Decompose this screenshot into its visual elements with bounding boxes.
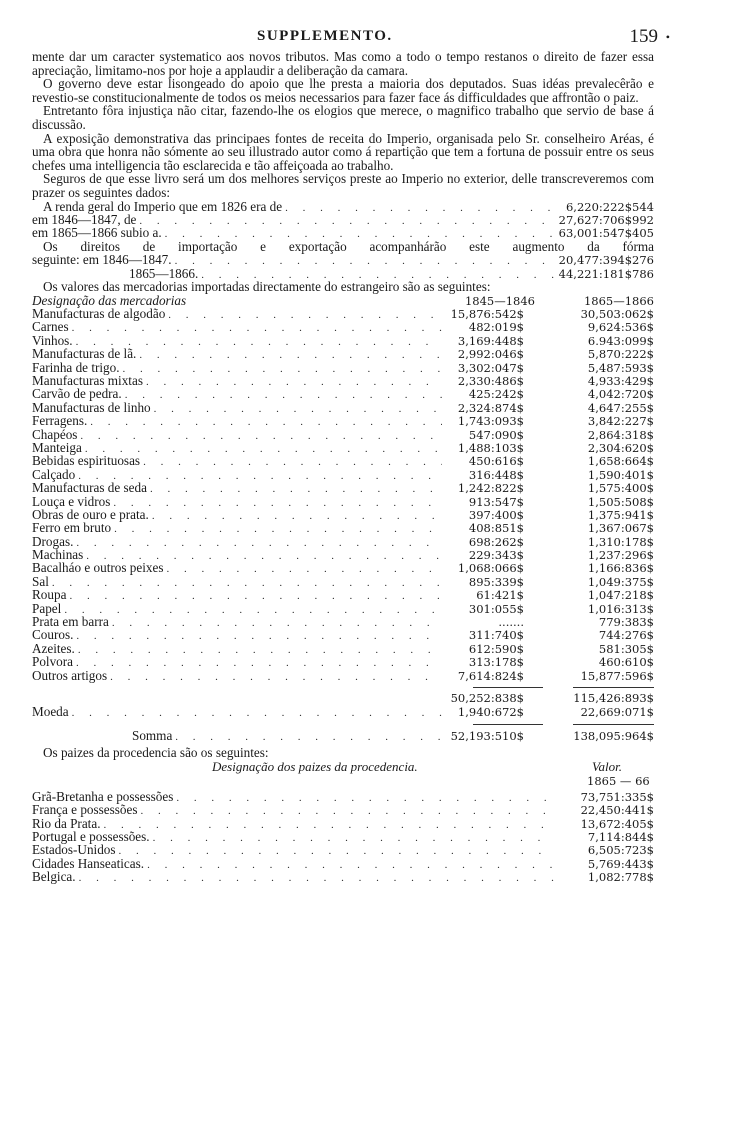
value-1865: 3,842:227$ (587, 414, 654, 429)
value-1845: 15,876:542$ (450, 307, 524, 322)
duties-row (32, 253, 654, 266)
commodity-name: Ferro em bruto (32, 520, 112, 536)
import-row (32, 642, 654, 655)
import-row (32, 347, 654, 360)
value-1845: 301:055$ (468, 601, 524, 616)
revenue-list (32, 200, 654, 240)
country-value: 7,114:844$ (587, 829, 654, 844)
country-row (32, 870, 654, 883)
commodity-name: Sal (32, 573, 49, 589)
value-1845: 1,068:066$ (457, 561, 524, 576)
running-title: SUPPLEMENTO. (257, 28, 393, 44)
import-row (32, 535, 654, 548)
country-value: 5,769:443$ (587, 856, 654, 871)
value-1845: 425:242$ (468, 387, 524, 402)
country-value: 13,672:405$ (580, 816, 654, 831)
value-1865: 4,042:720$ (587, 387, 654, 402)
commodity-name: Bacalháo e outros peixes (32, 560, 164, 576)
countries-table (32, 760, 654, 884)
value-1845: 408:851$ (468, 521, 524, 536)
commodity-name: Farinha de trigo. (32, 359, 120, 375)
import-row (32, 628, 654, 641)
countries-table-header (32, 760, 654, 775)
value-1845: ....... (498, 615, 524, 630)
country-name: Estados-Unidos (32, 842, 116, 858)
commodity-name: Chapéos (32, 426, 78, 442)
header-valor: Valor. (592, 758, 622, 774)
commodity-name: Couros. (32, 627, 74, 643)
import-row (32, 602, 654, 615)
value-1845: 482:019$ (468, 320, 524, 335)
paragraph: mente dar um caracter systematico aos novos tributos. Mas como a todo o tempo restanos o direito de fazer essa apreciação, limitamo-nos por hoje a applaudir a deliberação da camara. (32, 49, 654, 78)
moeda-label: Moeda (32, 704, 69, 720)
value-1845: 547:090$ (468, 427, 524, 442)
country-row (32, 790, 654, 803)
duties-value: 20,477:394$276 (558, 253, 654, 268)
revenue-label: em 1865—1866 subio a. (32, 225, 162, 241)
value-1865: 1,375:941$ (587, 507, 654, 522)
import-row (32, 468, 654, 481)
commodity-name: Roupa (32, 587, 67, 603)
import-row (32, 387, 654, 400)
commodity-name: Polvora (32, 654, 74, 670)
country-value: 73,751:335$ (580, 789, 654, 804)
value-1845: 229:343$ (468, 548, 524, 563)
value-1865: 4,933:429$ (587, 374, 654, 389)
value-1865: 5,487:593$ (587, 360, 654, 375)
import-row (32, 575, 654, 588)
value-1865: 9,624:536$ (587, 320, 654, 335)
moeda-1845: 1,940:672$ (457, 705, 524, 720)
import-row (32, 428, 654, 441)
country-value: 6,505:723$ (587, 843, 654, 858)
value-1865: 1,049:375$ (587, 574, 654, 589)
import-row (32, 307, 654, 320)
value-1865: 1,505:508$ (587, 494, 654, 509)
subtotal-row (32, 692, 654, 705)
import-row (32, 669, 654, 682)
print-mark: • (665, 30, 670, 44)
import-row (32, 401, 654, 414)
value-1845: 316:448$ (468, 467, 524, 482)
commodity-name: Obras de ouro e prata. (32, 506, 149, 522)
countries-year-row (32, 775, 654, 790)
value-1845: 913:547$ (468, 494, 524, 509)
revenue-value: 63,001:547$405 (558, 226, 654, 241)
value-1845: 3,302:047$ (457, 360, 524, 375)
country-name: Portugal e possessões. (32, 828, 150, 844)
value-1865: 1,575:400$ (587, 481, 654, 496)
duties-row (32, 267, 654, 280)
import-row (32, 588, 654, 601)
commodity-name: Outros artigos (32, 667, 108, 683)
commodity-name: Prata em barra (32, 614, 109, 630)
paragraph: Entretanto fôra injustiça não citar, fazendo-lhe os elogios que merece, o magnifico trabalho que servio de base á discussão. (32, 103, 654, 132)
value-1845: 313:178$ (468, 655, 524, 670)
value-1865: 581:305$ (598, 641, 654, 656)
value-1845: 2,330:486$ (457, 374, 524, 389)
value-1845: 2,324:874$ (457, 400, 524, 415)
duties-label: 1865—1866. (129, 265, 199, 281)
country-row (32, 830, 654, 843)
commodity-name: Louça e vidros (32, 493, 111, 509)
import-row (32, 361, 654, 374)
value-1865: 1,166:836$ (587, 561, 654, 576)
value-1865: 4,647:255$ (587, 400, 654, 415)
revenue-value: 6,220:222$544 (565, 199, 654, 214)
value-1865: 15,877:596$ (580, 668, 654, 683)
commodity-name: Calçado (32, 466, 76, 482)
paragraph: O governo deve estar lisongeado do apoio que lhe presta a maioria dos deputados. Suas idéas prevalecêrão e revestio-se constitucionalmente de todos os meios necessarios para fazer face ás difficuldades que affrontão o paiz. (32, 76, 654, 105)
value-1845: 450:616$ (468, 454, 524, 469)
value-1845: 1,743:093$ (457, 414, 524, 429)
value-1865: 744:276$ (598, 628, 654, 643)
value-1865: 30,503:062$ (580, 307, 654, 322)
country-row (32, 843, 654, 856)
country-value: 22,450:441$ (580, 803, 654, 818)
commodity-name: Manufacturas mixtas (32, 373, 143, 389)
country-row (32, 857, 654, 870)
value-1865: 1,047:218$ (587, 588, 654, 603)
country-value: 1,082:778$ (587, 870, 654, 885)
commodity-name: Manteiga (32, 439, 82, 455)
value-1845: 698:262$ (468, 534, 524, 549)
commodity-name: Manufacturas de lã. (32, 346, 137, 362)
commodity-name: Papel (32, 600, 62, 616)
value-1865: 2,864:318$ (587, 427, 654, 442)
commodity-name: Manufacturas de algodão (32, 306, 166, 322)
paragraph: Seguros de que esse livro será um dos melhores serviços preste ao Imperio no exterior, delle transcreveremos com prazer os seguintes dados: (32, 171, 654, 200)
value-1845: 612:590$ (468, 641, 524, 656)
revenue-row (32, 213, 654, 226)
value-1845: 1,242:822$ (457, 481, 524, 496)
total-1845: 52,193:510$ (450, 728, 524, 743)
country-row (32, 803, 654, 816)
imports-rows (32, 307, 654, 682)
value-1845: 895:339$ (468, 574, 524, 589)
import-row (32, 495, 654, 508)
value-1865: 2,304:620$ (587, 440, 654, 455)
import-row (32, 334, 654, 347)
imports-table-header (32, 294, 654, 307)
commodity-name: Machinas (32, 547, 84, 563)
commodity-name: Ferragens. (32, 413, 88, 429)
value-1845: 397:400$ (468, 507, 524, 522)
commodity-name: Manufacturas de linho (32, 399, 151, 415)
value-1865: 779:383$ (598, 615, 654, 630)
revenue-row (32, 200, 654, 213)
value-1845: 1,488:103$ (457, 440, 524, 455)
paragraph: A exposição demonstrativa das principaes fontes de receita do Imperio, organisada pelo Sr. conselheiro Aréas, é uma obra que honra não sómente ao seu illustrado autor como á repartição que tem a fortuna de possuir entre os seus chefes uma intelligencia tão esclarecida e tão affeiçoada ao trabalho. (32, 130, 654, 173)
value-1865: 5,870:222$ (587, 347, 654, 362)
revenue-label: em 1846—1847, de (32, 211, 137, 227)
revenue-value: 27,627:706$992 (558, 212, 654, 227)
commodity-name: Drogas. (32, 533, 74, 549)
countries-intro: Os paizes da procedencia são os seguintes: (43, 745, 269, 761)
import-row (32, 320, 654, 333)
country-row (32, 817, 654, 830)
import-row (32, 414, 654, 427)
imports-intro: Os valores das mercadorias importadas directamente do estrangeiro são as seguintes: (43, 279, 491, 295)
value-1845: 3,169:448$ (457, 333, 524, 348)
subtotal-1865: 115,426:893$ (573, 691, 654, 705)
commodity-name: Vinhos. (32, 332, 73, 348)
header-designation: Designação das mercadorias (32, 292, 187, 308)
commodity-name: Manufacturas de seda (32, 480, 147, 496)
country-name: Grã-Bretanha e possessões (32, 788, 174, 804)
import-row (32, 374, 654, 387)
revenue-row (32, 226, 654, 239)
import-row (32, 521, 654, 534)
subtotal-1845: 50,252:838$ (450, 691, 524, 705)
duties-intro: Os direitos de importação e exportação acompanhárão este augmento da fórma (43, 238, 654, 254)
country-name: Cidades Hanseaticas. (32, 855, 145, 871)
import-row (32, 548, 654, 561)
total-row (32, 729, 654, 742)
header-country: Designação dos paizes da procedencia. (212, 758, 418, 774)
import-row (32, 561, 654, 574)
country-name: Rio da Prata. (32, 815, 101, 831)
import-row (32, 481, 654, 494)
total-label: Somma (132, 727, 173, 743)
import-row (32, 454, 654, 467)
value-1865: 460:610$ (598, 655, 654, 670)
value-1865: 1,367:067$ (587, 521, 654, 536)
header-year-1845: 1845—1846 (464, 293, 536, 308)
value-1845: 61:421$ (476, 588, 524, 603)
commodity-name: Carvão de pedra. (32, 386, 122, 402)
page-number: 159 (629, 26, 658, 47)
import-row (32, 655, 654, 668)
moeda-row (32, 705, 654, 718)
value-1865: 1,016:313$ (587, 601, 654, 616)
value-1865: 1,310:178$ (587, 534, 654, 549)
country-name: Belgica. (32, 869, 76, 885)
commodity-name: Azeites. (32, 640, 75, 656)
body-text (32, 50, 654, 884)
commodity-name: Carnes (32, 319, 69, 335)
value-1845: 7,614:824$ (457, 668, 524, 683)
value-1865: 1,237:296$ (587, 548, 654, 563)
commodity-name: Bebidas espirituosas (32, 453, 141, 469)
country-rows (32, 790, 654, 884)
country-name: França e possessões (32, 802, 138, 818)
value-1865: 1,590:401$ (587, 467, 654, 482)
duties-value: 44,221:181$786 (558, 266, 654, 281)
header-year: 1865 — 66 (587, 773, 650, 788)
header-year-1865: 1865—1866 (583, 293, 654, 308)
import-row (32, 615, 654, 628)
value-1845: 2,992:046$ (457, 347, 524, 362)
revenue-label: A renda geral do Imperio que em 1826 era de (43, 198, 283, 214)
total-1865: 138,095:964$ (573, 728, 654, 743)
value-1845: 311:740$ (468, 628, 524, 643)
import-row (32, 508, 654, 521)
value-1865: 1,658:664$ (587, 454, 654, 469)
value-1865: 6.943:099$ (587, 333, 654, 348)
import-row (32, 441, 654, 454)
duties-label: seguinte: em 1846—1847. (32, 252, 172, 268)
imports-table (32, 294, 654, 743)
moeda-1865: 22,669:071$ (580, 705, 654, 720)
page-header (32, 26, 670, 50)
